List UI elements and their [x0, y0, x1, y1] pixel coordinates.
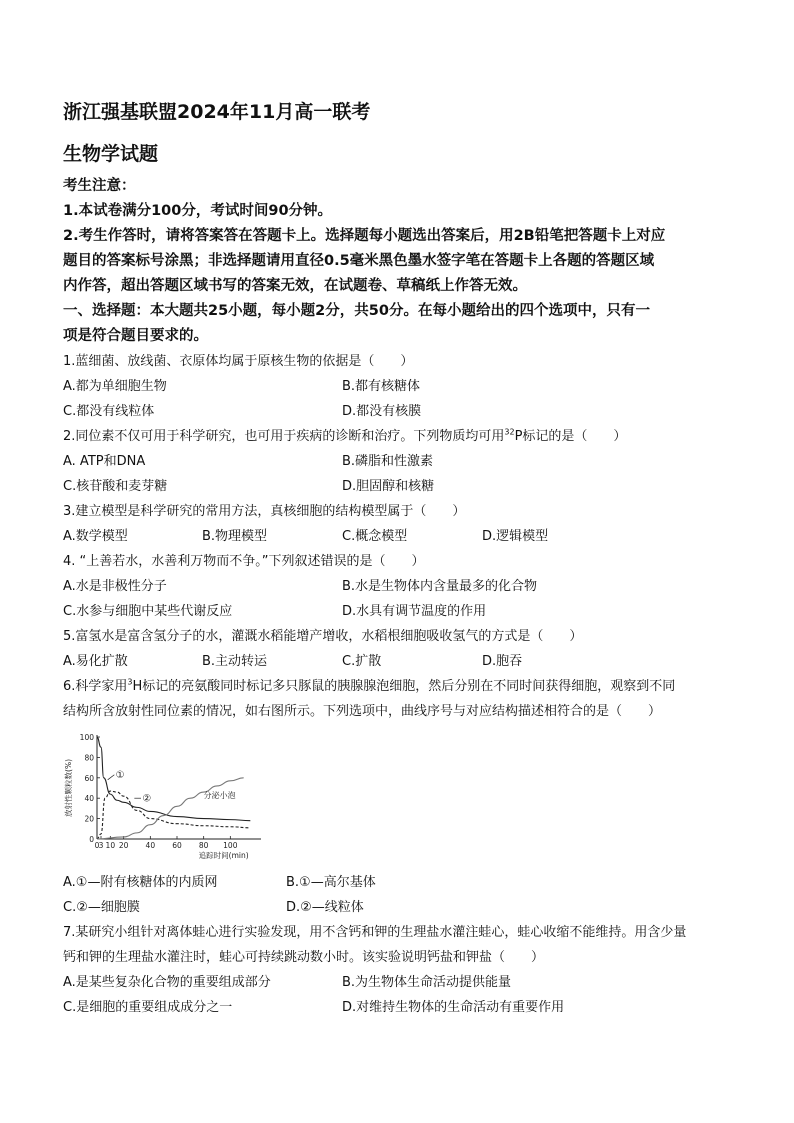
question-2-stem	[63, 425, 626, 444]
x-tick-label: 60	[172, 841, 182, 850]
section-heading-1: 一、选择题：本大题共25小题，每小题2分，共50分。在每小题给出的四个选项中，只有一	[63, 303, 650, 319]
question-4-stem: 4. “上善若水，水善利万物而不争。”下列叙述错误的是（ ）	[63, 554, 425, 569]
y-tick-label: 100	[79, 733, 94, 742]
question-1-option-b: B.都有核糖体	[342, 379, 421, 394]
series-1-label: ①	[115, 769, 125, 781]
question-6-option-d: D.②—线粒体	[286, 900, 364, 915]
series-line-3	[97, 778, 244, 839]
x-tick-label: 40	[145, 841, 156, 850]
question-3-option-c: C.概念模型	[342, 529, 408, 544]
x-tick-label: 80	[198, 841, 209, 850]
question-6-option-b: B.①—高尔基体	[286, 875, 376, 890]
x-tick-label: 0	[94, 841, 100, 850]
x-tick-label: 3	[98, 841, 104, 850]
question-5-option-c: C.扩散	[342, 654, 382, 669]
x-axis-title: 追踪时间(min)	[198, 851, 249, 860]
question-4-option-b: B.水是生物体内含量最多的化合物	[342, 579, 538, 594]
x-tick-label: 10	[105, 841, 116, 850]
question-2-option-b: B.磷脂和性激素	[342, 454, 434, 469]
notice-line-2c: 内作答，超出答题区域书写的答案无效，在试题卷、草稿纸上作答无效。	[63, 278, 527, 294]
y-tick-label: 0	[89, 835, 94, 844]
question-4-option-c: C.水参与细胞中某些代谢反应	[63, 604, 233, 619]
question-6-option-a: A.①—附有核糖体的内质网	[63, 875, 218, 890]
y-tick-label: 80	[84, 753, 94, 763]
question-6-stem-post: H标记的亮氨酸同时标记多只豚鼠的胰腺腺泡细胞，然后分别在不同时间获得细胞，观察到不同	[132, 679, 676, 694]
question-1-option-a: A.都为单细胞生物	[63, 379, 167, 394]
question-6-option-c: C.②—细胞膜	[63, 900, 140, 915]
question-2-stem-pre: 2.同位素不仅可用于科学研究，也可用于疾病的诊断和治疗。下列物质均可用	[63, 429, 505, 444]
question-3-option-d: D.逻辑模型	[482, 529, 549, 544]
question-7-option-b: B.为生物体生命活动提供能量	[342, 975, 512, 990]
question-2-option-d: D.胆固醇和核糖	[342, 479, 435, 494]
question-7-stem-line-1: 7.某研究小组针对离体蛙心进行实验发现，用不含钙和钾的生理盐水灌注蛙心，蛙心收缩不能维持。用含少量	[63, 925, 687, 940]
question-1-stem: 1.蓝细菌、放线菌、衣原体均属于原核生物的依据是（ ）	[63, 354, 414, 369]
question-2-stem-post: P标记的是（ ）	[514, 429, 627, 444]
question-5-option-d: D.胞吞	[482, 654, 523, 669]
question-6-stem-line-1	[63, 675, 675, 694]
question-3-option-b: B.物理模型	[202, 529, 268, 544]
series-3-label: 分泌小泡	[203, 791, 236, 801]
isotope-mass-3: 3	[127, 677, 133, 687]
y-tick-label: 60	[84, 773, 94, 783]
series-1-leader	[108, 775, 115, 780]
question-5-stem: 5.富氢水是富含氢分子的水，灌溉水稻能增产增收，水稻根细胞吸收氢气的方式是（ ）	[63, 629, 583, 644]
x-tick-label: 100	[223, 841, 238, 850]
y-axis-title: 放射性颗粒数(%)	[64, 759, 73, 817]
notice-heading: 考生注意：	[63, 178, 136, 194]
question-4-option-d: D.水具有调节温度的作用	[342, 604, 487, 619]
question-1-option-d: D.都没有核膜	[342, 404, 422, 419]
section-heading-2: 项是符合题目要求的。	[63, 328, 208, 344]
notice-line-1: 1.本试卷满分100分，考试时间90分钟。	[63, 203, 333, 219]
question-5-option-a: A.易化扩散	[63, 654, 128, 669]
series-2-label: ②	[142, 793, 152, 805]
question-2-option-a: A. ATP和DNA	[63, 454, 146, 469]
question-4-option-a: A.水是非极性分子	[63, 579, 167, 594]
question-7-option-a: A.是某些复杂化合物的重要组成部分	[63, 975, 271, 990]
question-7-stem-line-2: 钙和钾的生理盐水灌注时，蛙心可持续跳动数小时。该实验说明钙盐和钾盐（ ）	[63, 950, 545, 965]
question-7-option-d: D.对维持生物体的生命活动有重要作用	[342, 1000, 565, 1015]
y-tick-label: 20	[84, 814, 94, 824]
question-7-option-c: C.是细胞的重要组成成分之一	[63, 1000, 233, 1015]
question-2-option-c: C.核苷酸和麦芽糖	[63, 479, 168, 494]
radioactivity-chart	[57, 727, 267, 863]
exam-title: 浙江强基联盟2024年11月高一联考	[63, 101, 371, 123]
y-tick-label: 40	[84, 794, 94, 804]
question-6-stem-line-2: 结构所含放射性同位素的情况，如右图所示。下列选项中，曲线序号与对应结构描述相符合的是（ ）	[63, 704, 662, 719]
notice-line-2a: 2.考生作答时，请将答案答在答题卡上。选择题每小题选出答案后，用2B铅笔把答题卡上对应	[63, 228, 666, 244]
question-6-stem-pre: 6.科学家用	[63, 679, 128, 694]
question-3-stem: 3.建立模型是科学研究的常用方法，真核细胞的结构模型属于（ ）	[63, 504, 466, 519]
question-3-option-a: A.数学模型	[63, 529, 128, 544]
isotope-mass-32: 32	[504, 427, 515, 437]
x-tick-label: 20	[118, 841, 129, 850]
subject-title: 生物学试题	[63, 143, 159, 165]
question-5-option-b: B.主动转运	[202, 654, 268, 669]
question-1-option-c: C.都没有线粒体	[63, 404, 155, 419]
notice-line-2b: 题目的答案标号涂黑；非选择题请用直径0.5毫米黑色墨水签字笔在答题卡上各题的答题区域	[63, 253, 655, 269]
